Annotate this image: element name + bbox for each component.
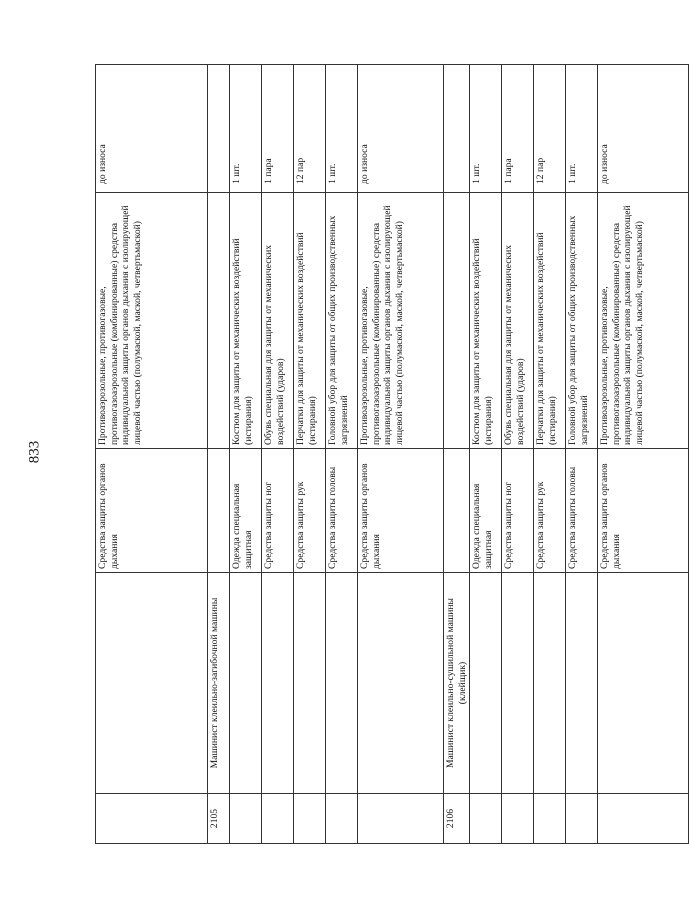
issue-norm: 1 пара	[262, 65, 294, 193]
table-row	[470, 65, 502, 844]
profession-cell	[230, 573, 262, 794]
protection-item: Костюм для защиты от механических воздействий (истирания)	[470, 193, 502, 449]
profession-code: 2106	[444, 794, 470, 844]
code-cell	[230, 794, 262, 844]
protection-type: Средства защиты головы	[566, 449, 598, 573]
profession-cell	[534, 573, 566, 794]
protection-item: Головной убор для защиты от общих производственных загрязнений	[326, 193, 358, 449]
protection-type: Средства защиты головы	[326, 449, 358, 573]
profession-cell	[326, 573, 358, 794]
protection-item: Перчатки для защиты от механических воздействий (истирания)	[294, 193, 326, 449]
table-row	[598, 65, 689, 844]
empty-cell	[208, 193, 230, 449]
protection-type: Средства защиты органов дыхания	[96, 449, 208, 573]
profession-cell	[262, 573, 294, 794]
table-row	[566, 65, 598, 844]
profession-name: Машинист клеильно-загибочной машины	[208, 573, 230, 794]
issue-norm: 12 пар	[294, 65, 326, 193]
code-cell	[326, 794, 358, 844]
protection-item: Обувь специальная для защиты от механических воздействий (ударов)	[502, 193, 534, 449]
protection-type: Средства защиты ног	[262, 449, 294, 573]
page-number: 833	[26, 440, 43, 464]
protection-item: Противоаэрозольные, противогазовые, противогазоаэрозольные (комбинированные) средства индивидуальной защиты органов дыхания с изолирующей лицевой частью (полумаской, маской, четвертьмаской)	[598, 193, 689, 449]
table-row	[96, 65, 208, 844]
rotated-table-area	[95, 65, 645, 844]
table-row	[502, 65, 534, 844]
profession-cell	[96, 573, 208, 794]
code-cell	[358, 794, 444, 844]
code-cell	[470, 794, 502, 844]
protection-item: Костюм для защиты от механических воздействий (истирания)	[230, 193, 262, 449]
protection-item: Противоаэрозольные, противогазовые, противогазоаэрозольные (комбинированные) средства индивидуальной защиты органов дыхания с изолирующей лицевой частью (полумаской, маской, четвертьмаской)	[96, 193, 208, 449]
code-cell	[262, 794, 294, 844]
profession-cell	[598, 573, 689, 794]
empty-cell	[444, 65, 470, 193]
table-row	[358, 65, 444, 844]
protection-item: Перчатки для защиты от механических воздействий (истирания)	[534, 193, 566, 449]
profession-code: 2105	[208, 794, 230, 844]
table-row	[294, 65, 326, 844]
table-row	[326, 65, 358, 844]
profession-row	[208, 65, 230, 844]
table-row	[534, 65, 566, 844]
issue-norm: до износа	[598, 65, 689, 193]
ppe-norms-table	[95, 64, 689, 844]
empty-cell	[208, 65, 230, 193]
protection-type: Средства защиты рук	[534, 449, 566, 573]
protection-type: Одежда специальная защитная	[470, 449, 502, 573]
protection-item: Противоаэрозольные, противогазовые, противогазоаэрозольные (комбинированные) средства индивидуальной защиты органов дыхания с изолирующей лицевой частью (полумаской, маской, четвертьмаской)	[358, 193, 444, 449]
protection-type: Средства защиты ног	[502, 449, 534, 573]
profession-cell	[566, 573, 598, 794]
issue-norm: 1 пара	[502, 65, 534, 193]
protection-type: Средства защиты органов дыхания	[358, 449, 444, 573]
profession-cell	[294, 573, 326, 794]
protection-item: Головной убор для защиты от общих производственных загрязнений	[566, 193, 598, 449]
issue-norm: 1 шт.	[470, 65, 502, 193]
table-row	[262, 65, 294, 844]
code-cell	[502, 794, 534, 844]
protection-type: Средства защиты органов дыхания	[598, 449, 689, 573]
protection-type: Одежда специальная защитная	[230, 449, 262, 573]
table-row	[230, 65, 262, 844]
issue-norm: 1 шт.	[566, 65, 598, 193]
empty-cell	[208, 449, 230, 573]
issue-norm: до износа	[96, 65, 208, 193]
issue-norm: 1 шт.	[326, 65, 358, 193]
protection-item: Обувь специальная для защиты от механических воздействий (ударов)	[262, 193, 294, 449]
profession-cell	[358, 573, 444, 794]
empty-cell	[444, 449, 470, 573]
code-cell	[566, 794, 598, 844]
issue-norm: до износа	[358, 65, 444, 193]
code-cell	[294, 794, 326, 844]
protection-type: Средства защиты рук	[294, 449, 326, 573]
table-wrapper	[95, 65, 645, 844]
profession-cell	[502, 573, 534, 794]
code-cell	[96, 794, 208, 844]
profession-name: Машинист клеильно-сушильной машины (клейщик)	[444, 573, 470, 794]
code-cell	[598, 794, 689, 844]
empty-cell	[444, 193, 470, 449]
issue-norm: 12 пар	[534, 65, 566, 193]
profession-row	[444, 65, 470, 844]
issue-norm: 1 шт.	[230, 65, 262, 193]
profession-cell	[470, 573, 502, 794]
code-cell	[534, 794, 566, 844]
